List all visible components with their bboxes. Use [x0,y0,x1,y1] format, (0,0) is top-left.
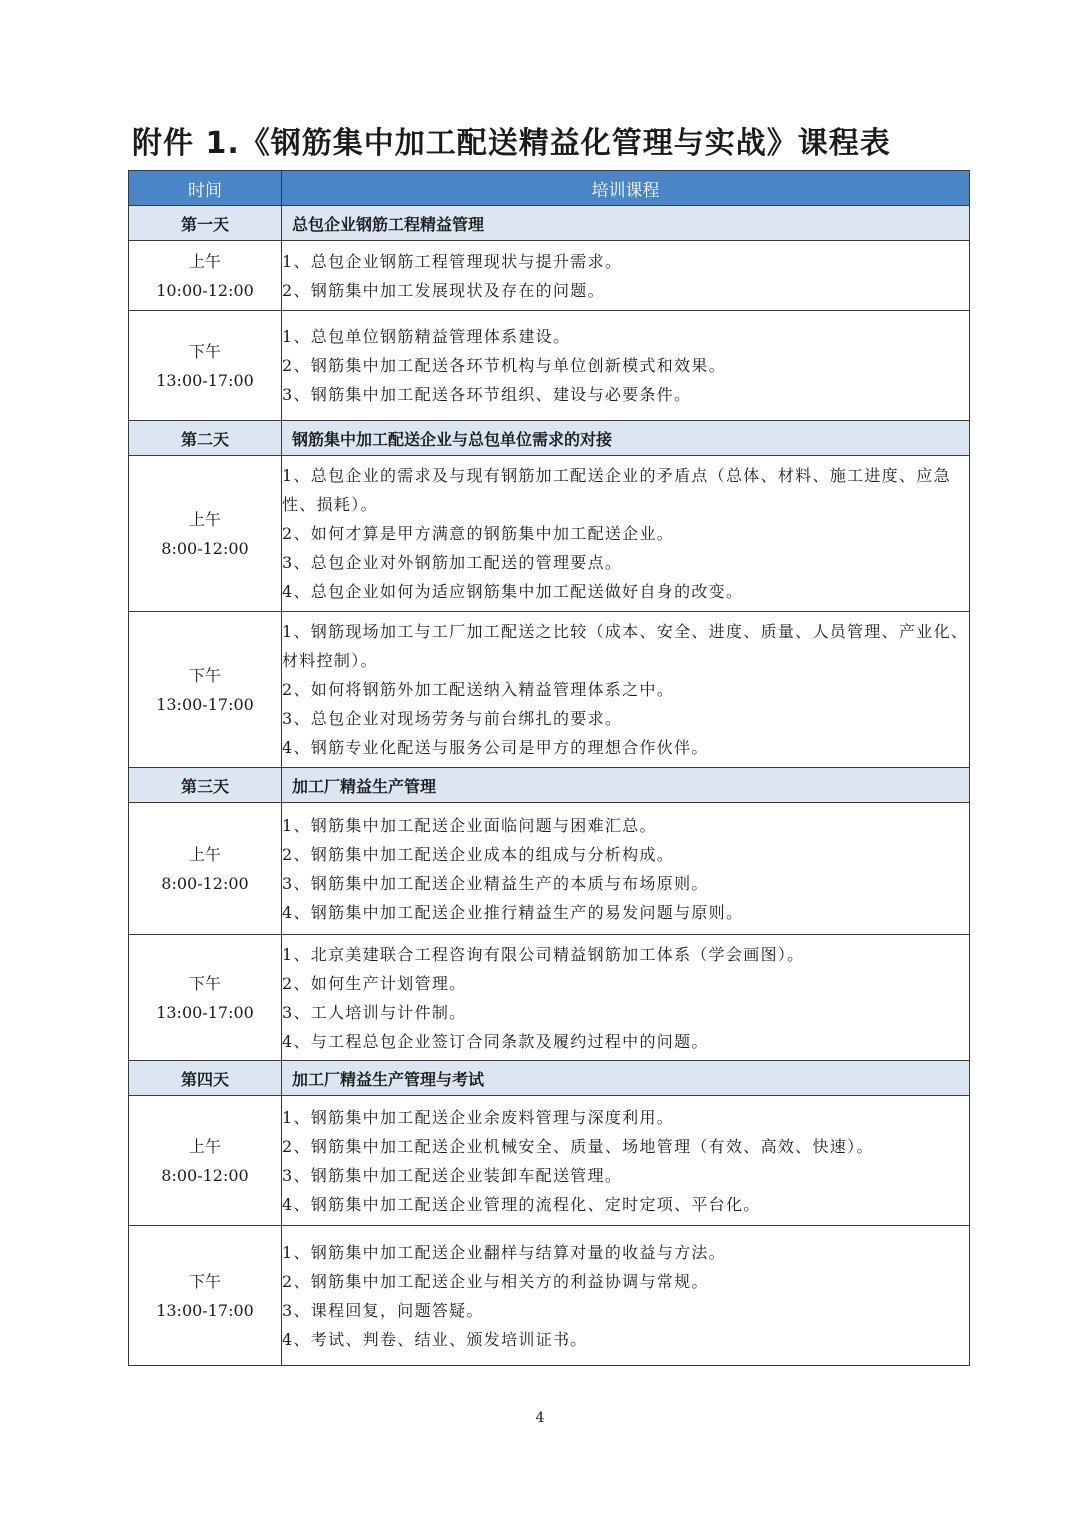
course-schedule-table [128,170,970,1366]
course-item: 2、钢筋集中加工发展现状及存在的问题。 [282,280,605,300]
header-course: 培训课程 [282,171,970,206]
session-row [129,241,970,311]
day-row [129,206,970,241]
session-time: 8:00-12:00 [161,1165,249,1185]
session-row [129,612,970,768]
day-row [129,768,970,803]
session-time: 10:00-12:00 [156,280,254,300]
course-item: 3、总包企业对现场劳务与前台绑扎的要求。 [282,709,623,728]
day-topic: 总包企业钢筋工程精益管理 [282,206,970,241]
course-item: 4、钢筋集中加工配送企业推行精益生产的易发问题与原则。 [282,902,744,922]
session-course-cell [282,1096,970,1226]
course-item: 3、课程回复，问题答疑。 [282,1300,484,1320]
day-row [129,421,970,456]
course-item: 1、总包企业的需求及与现有钢筋加工配送企业的矛盾点（总体、材料、施工进度、应急性、损耗）。 [282,466,951,514]
session-row [129,803,970,935]
session-period: 下午 [188,341,221,361]
session-course-cell [282,803,970,935]
session-time-cell [129,1096,282,1226]
course-item: 4、考试、判卷、结业、颁发培训证书。 [282,1329,588,1349]
session-time-cell [129,612,282,768]
session-course-cell [282,935,970,1061]
session-row [129,1096,970,1226]
session-period: 上午 [188,1136,221,1156]
session-time-cell [129,935,282,1061]
day-label: 第二天 [129,421,282,456]
session-time: 13:00-17:00 [156,1002,254,1022]
session-period: 下午 [188,1271,221,1291]
course-item: 4、总包企业如何为适应钢筋集中加工配送做好自身的改变。 [282,582,744,601]
header-time: 时间 [129,171,282,206]
course-item: 1、钢筋集中加工配送企业余废料管理与深度利用。 [282,1107,675,1127]
session-row [129,456,970,612]
day-topic: 加工厂精益生产管理与考试 [282,1061,970,1096]
table-header-row [129,171,970,206]
course-item: 1、钢筋集中加工配送企业面临问题与困难汇总。 [282,815,657,835]
session-time-cell [129,803,282,935]
day-topic: 加工厂精益生产管理 [282,768,970,803]
course-item: 4、钢筋集中加工配送企业管理的流程化、定时定项、平台化。 [282,1194,761,1214]
session-time-cell [129,241,282,311]
course-item: 1、总包企业钢筋工程管理现状与提升需求。 [282,251,623,271]
course-item: 1、钢筋现场加工与工厂加工配送之比较（成本、安全、进度、质量、人员管理、产业化、材料控制）。 [282,622,969,670]
day-label: 第一天 [129,206,282,241]
session-row [129,935,970,1061]
course-item: 4、钢筋专业化配送与服务公司是甲方的理想合作伙伴。 [282,738,709,757]
document-title: 附件 1.《钢筋集中加工配送精益化管理与实战》课程表 [132,126,891,161]
course-item: 2、如何将钢筋外加工配送纳入精益管理体系之中。 [282,680,675,699]
day-topic: 钢筋集中加工配送企业与总包单位需求的对接 [282,421,970,456]
session-period: 下午 [188,665,221,685]
session-course-cell [282,241,970,311]
session-row [129,311,970,421]
course-item: 3、钢筋集中加工配送企业装卸车配送管理。 [282,1165,623,1185]
session-period: 上午 [188,509,221,529]
session-time: 13:00-17:00 [156,370,254,390]
course-item: 2、钢筋集中加工配送各环节机构与单位创新模式和效果。 [282,356,726,375]
session-course-cell [282,1226,970,1366]
session-course-cell [282,311,970,421]
session-time: 8:00-12:00 [161,873,249,893]
course-item: 3、钢筋集中加工配送各环节组织、建设与必要条件。 [282,385,692,404]
course-item: 4、与工程总包企业签订合同条款及履约过程中的问题。 [282,1031,709,1051]
course-item: 2、如何生产计划管理。 [282,973,467,993]
course-item: 2、钢筋集中加工配送企业与相关方的利益协调与常规。 [282,1271,709,1291]
course-item: 1、总包单位钢筋精益管理体系建设。 [282,327,571,346]
day-label: 第四天 [129,1061,282,1096]
session-time-cell [129,311,282,421]
session-time: 13:00-17:00 [156,694,254,714]
session-time-cell [129,1226,282,1366]
course-item: 3、钢筋集中加工配送企业精益生产的本质与布场原则。 [282,873,709,893]
page-number: 4 [535,1410,545,1426]
session-time: 8:00-12:00 [161,538,249,558]
course-item: 1、北京美建联合工程咨询有限公司精益钢筋加工体系（学会画图）。 [282,944,805,964]
course-item: 2、钢筋集中加工配送企业成本的组成与分析构成。 [282,844,675,864]
course-item: 1、钢筋集中加工配送企业翻样与结算对量的收益与方法。 [282,1242,726,1262]
session-course-cell [282,456,970,612]
course-item: 3、工人培训与计件制。 [282,1002,467,1022]
session-row [129,1226,970,1366]
course-item: 2、如何才算是甲方满意的钢筋集中加工配送企业。 [282,524,675,543]
session-course-cell [282,612,970,768]
session-time-cell [129,456,282,612]
day-label: 第三天 [129,768,282,803]
session-period: 上午 [188,844,221,864]
course-item: 2、钢筋集中加工配送企业机械安全、质量、场地管理（有效、高效、快速）。 [282,1136,874,1156]
session-time: 13:00-17:00 [156,1300,254,1320]
session-period: 下午 [188,973,221,993]
session-period: 上午 [188,251,221,271]
day-row [129,1061,970,1096]
course-item: 3、总包企业对外钢筋加工配送的管理要点。 [282,553,623,572]
